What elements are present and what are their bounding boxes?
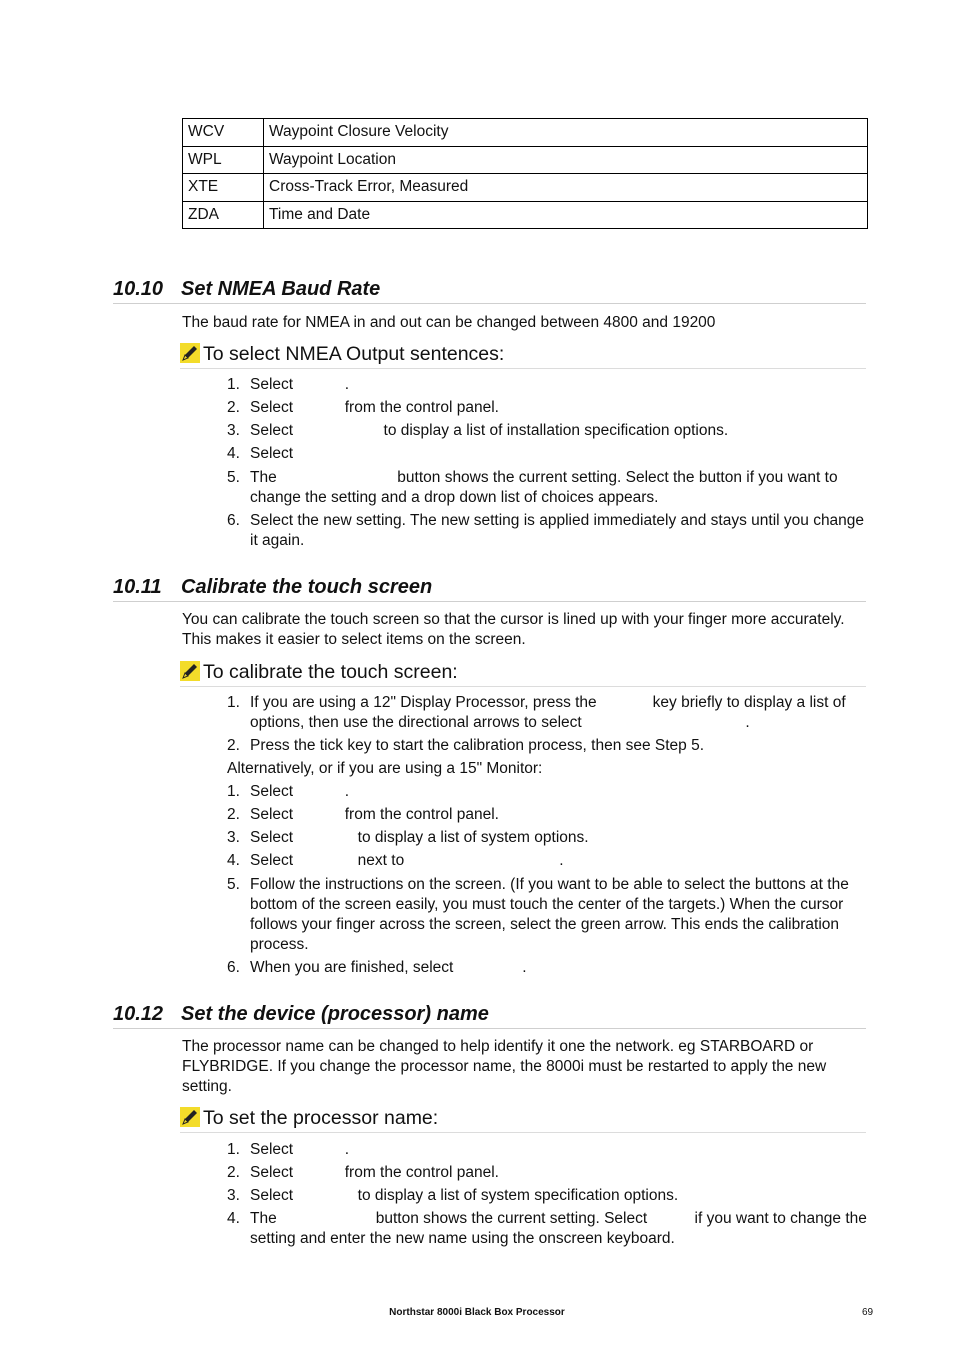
- list-number: 1.: [227, 783, 240, 800]
- section-heading-10-12: [113, 1001, 866, 1029]
- list-item: [227, 421, 867, 441]
- section-title: Set the device (processor) name: [181, 1003, 489, 1025]
- list-text: Select next to .: [250, 852, 564, 869]
- list-text: Select .: [250, 783, 350, 800]
- list-text: Press the tick key to start the calibration process, then see Step 5.: [250, 737, 705, 754]
- list-number: 4.: [227, 852, 240, 869]
- table-cell-code: ZDA: [183, 201, 264, 229]
- list-item: [227, 511, 867, 551]
- section-number: 10.11: [113, 576, 162, 598]
- list-number: 1.: [227, 376, 240, 393]
- list-text: The button shows the current setting. Select if you want to change the setting and enter the new name using the onscreen keyboard.: [250, 1210, 872, 1247]
- list-item: [227, 782, 867, 802]
- list-text: The button shows the current setting. Select the button if you want to change the setting and a drop down list of choices appears.: [250, 469, 842, 506]
- procedure-title: To select NMEA Output sentences:: [203, 343, 505, 365]
- list-text: Follow the instructions on the screen. (If you want to be able to select the buttons at the bottom of the screen easily, you must touch the center of the targets.) When the cursor follows your finger across the screen, select the green arrow. This ends the calibration process.: [250, 876, 849, 953]
- table-cell-description: Waypoint Closure Velocity: [264, 119, 868, 147]
- list-item: [227, 398, 867, 418]
- list-number: 2.: [227, 399, 240, 416]
- list-item: [227, 958, 867, 978]
- table-cell-description: Cross-Track Error, Measured: [264, 174, 868, 202]
- list-item: [227, 375, 867, 395]
- list-item: [227, 875, 867, 955]
- section-intro: You can calibrate the touch screen so that the cursor is lined up with your finger more accurately. This makes it easier to select items on the screen.: [182, 611, 845, 648]
- procedure-heading: [180, 1106, 866, 1133]
- list-item: [227, 1186, 867, 1206]
- list-text: Select to display a list of system specification options.: [250, 1187, 679, 1204]
- list-text: Select from the control panel.: [250, 1164, 499, 1181]
- section-intro: The processor name can be changed to help identify it one the network. eg STARBOARD or FLYBRIDGE. If you change the processor name, the 8000i must be restarted to apply the new setting.: [182, 1038, 827, 1095]
- list-item: [227, 468, 867, 508]
- list-item: [227, 805, 867, 825]
- list-text: Select from the control panel.: [250, 806, 499, 823]
- table-row: [183, 201, 868, 229]
- list-item: [227, 828, 867, 848]
- list-number: 4.: [227, 1210, 240, 1227]
- procedure-heading: [180, 342, 866, 369]
- list-number: 5.: [227, 469, 240, 486]
- page-number: 69: [862, 1307, 874, 1318]
- table-row: [183, 174, 868, 202]
- list-item: [227, 1163, 867, 1183]
- list-number: 3.: [227, 829, 240, 846]
- table-cell-description: Time and Date: [264, 201, 868, 229]
- list-number: 1.: [227, 694, 240, 711]
- list-text: Select .: [250, 376, 350, 393]
- section-number: 10.12: [113, 1003, 164, 1025]
- list-number: 1.: [227, 1141, 240, 1158]
- list-number: 3.: [227, 1187, 240, 1204]
- section-title: Set NMEA Baud Rate: [181, 278, 381, 300]
- list-text: Select: [250, 445, 294, 462]
- procedure-heading: [180, 660, 866, 687]
- list-item: [227, 1209, 872, 1249]
- section-title: Calibrate the touch screen: [181, 576, 433, 598]
- list-item: [227, 1140, 867, 1160]
- procedure-title: To calibrate the touch screen:: [203, 661, 458, 683]
- table-cell-code: WPL: [183, 146, 264, 174]
- table-cell-description: Waypoint Location: [264, 146, 868, 174]
- list-number: 2.: [227, 737, 240, 754]
- list-item: [227, 851, 867, 871]
- list-number: 2.: [227, 1164, 240, 1181]
- list-text: Select to display a list of installation specification options.: [250, 422, 729, 439]
- section-number: 10.10: [113, 278, 164, 300]
- list-text: When you are finished, select .: [250, 959, 527, 976]
- list-text: If you are using a 12" Display Processor, press the key briefly to display a list of options, then use the directional arrows to select .: [250, 694, 850, 731]
- list-item: [227, 736, 867, 756]
- table-row: [183, 146, 868, 174]
- list-number: 4.: [227, 445, 240, 462]
- section-intro: The baud rate for NMEA in and out can be changed between 4800 and 19200: [182, 314, 716, 331]
- list-number: 6.: [227, 512, 240, 529]
- list-item: [227, 693, 867, 733]
- list-text: Select the new setting. The new setting is applied immediately and stays until you change it again.: [250, 512, 865, 549]
- pencil-icon: [180, 1107, 200, 1127]
- list-text: Select from the control panel.: [250, 399, 499, 416]
- section-heading-10-10: [113, 276, 866, 304]
- list-text: Select to display a list of system options.: [250, 829, 589, 846]
- pencil-icon: [180, 343, 200, 363]
- table-cell-code: WCV: [183, 119, 264, 147]
- list-number: 6.: [227, 959, 240, 976]
- list-number: 2.: [227, 806, 240, 823]
- table-cell-code: XTE: [183, 174, 264, 202]
- list-item: [227, 444, 867, 464]
- footer-title: Northstar 8000i Black Box Processor: [389, 1307, 565, 1318]
- procedure-title: To set the processor name:: [203, 1107, 439, 1129]
- pencil-icon: [180, 661, 200, 681]
- nmea-sentence-table: [182, 118, 868, 229]
- list-number: 5.: [227, 876, 240, 893]
- list-number: 3.: [227, 422, 240, 439]
- section-heading-10-11: [113, 574, 866, 602]
- table-row: [183, 119, 868, 147]
- alternative-note: Alternatively, or if you are using a 15" Monitor:: [227, 760, 543, 777]
- list-text: Select .: [250, 1141, 350, 1158]
